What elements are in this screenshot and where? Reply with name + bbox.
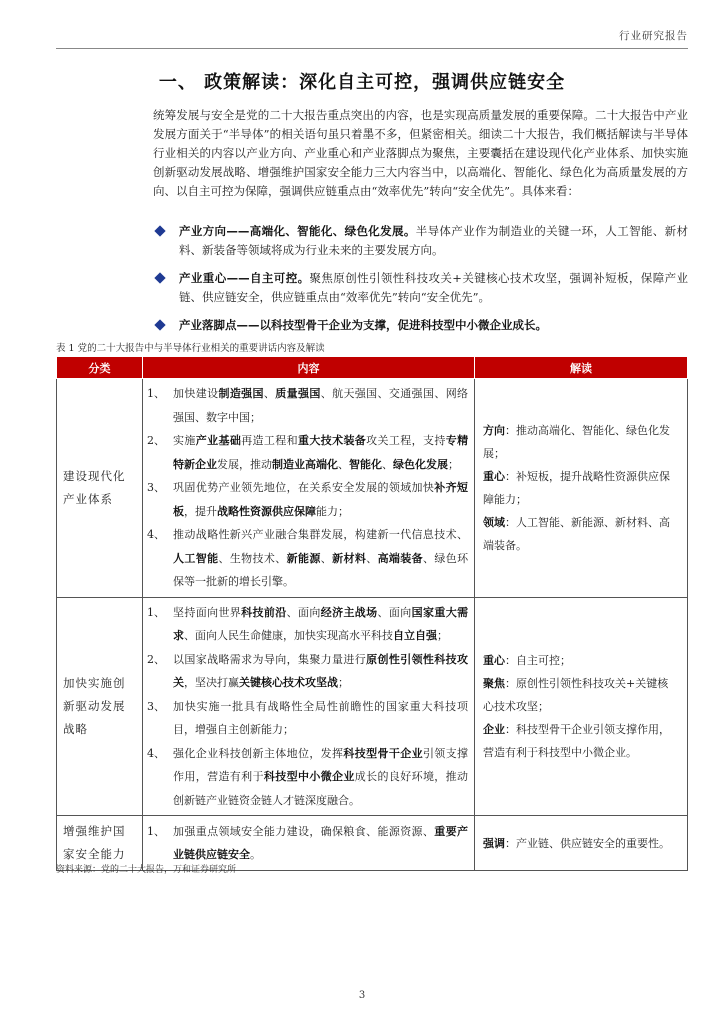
table-header-row	[57, 357, 688, 379]
row-interpretation	[475, 597, 688, 816]
content-item	[147, 695, 468, 742]
table-row	[57, 597, 688, 816]
highlight-keyword: 科技型骨干企业	[343, 746, 423, 760]
highlight-keyword: 制造业高端化	[272, 457, 338, 471]
interpretation-line	[483, 832, 679, 855]
interpretation-label: 方向	[483, 423, 505, 437]
bullet-industry-direction	[153, 222, 688, 260]
highlight-keyword: 战略性资源供应保障	[217, 504, 316, 518]
bullet-text: 半导体产业作为制造业的关键一环，人工智能、新材料、新装备等领域将成为行业未来的主要发展方向。	[179, 224, 688, 257]
interpretation-text: ：原创性引领性科技攻关+关键核心技术攻坚；	[483, 676, 669, 713]
highlight-keyword: 国家重大需求	[173, 605, 469, 642]
content-item	[147, 476, 468, 523]
item-text: 坚持面向世界科技前沿、面向经济主战场、面向国家重大需求、面向人民生命健康，加快实现高水平科技自立自强；	[173, 605, 469, 642]
bullet-lead: 产业重心——自主可控。	[179, 271, 310, 285]
content-item	[147, 601, 468, 648]
highlight-keyword: 高端装备	[377, 551, 424, 565]
interpretation-text: ：人工智能、新能源、新材料、高端装备。	[483, 515, 670, 552]
highlight-keyword: 新能源	[286, 551, 321, 565]
highlight-keyword: 科技前沿	[241, 605, 287, 619]
item-number: 1、	[147, 605, 165, 619]
item-text: 推动战略性新兴产业融合集群发展，构建新一代信息技术、人工智能、生物技术、新能源、新材料、高端装备、绿色环保等一批新的增长引擎。	[173, 528, 469, 588]
highlight-keyword: 产业基础	[195, 434, 242, 447]
row-content	[143, 597, 475, 816]
highlight-keyword: 经济主战场	[320, 605, 378, 619]
item-number: 3、	[147, 481, 165, 494]
header-category: 分类	[57, 357, 143, 379]
highlight-keyword: 智能化	[349, 457, 382, 471]
row-content	[143, 379, 475, 598]
interpretation-line	[483, 511, 679, 557]
table-row	[57, 379, 688, 598]
bullet-lead: 产业落脚点——以科技型骨干企业为支撑，促进科技型中小微企业成长。	[179, 318, 547, 332]
content-item	[147, 648, 468, 695]
item-number: 4、	[147, 528, 165, 541]
item-text: 强化企业科技创新主体地位，发挥科技型骨干企业引领支撑作用，营造有利于科技型中小微企业成长的良好环境，推动创新链产业链资金链人才链深度融合。	[173, 746, 469, 807]
item-number: 1、	[147, 824, 165, 838]
policy-table	[56, 356, 688, 871]
interpretation-text: ：推动高端化、智能化、绿色化发展；	[483, 423, 670, 460]
interpretation-line	[483, 672, 679, 718]
highlight-keyword: 质量强国	[275, 387, 321, 400]
interpretation-text: ：补短板，提升战略性资源供应保障能力；	[483, 469, 670, 506]
content-item	[147, 742, 468, 813]
bullet-lead: 产业方向——高端化、智能化、绿色化发展。	[179, 224, 416, 238]
content-item	[147, 382, 468, 429]
item-number: 1、	[147, 387, 165, 400]
interpretation-line	[483, 419, 679, 465]
highlight-keyword: 人工智能	[173, 551, 219, 565]
interpretation-text: ：产业链、供应链安全的重要性。	[505, 836, 670, 850]
highlight-keyword: 原创性引领性科技攻关	[173, 652, 469, 689]
highlight-keyword: 专精特新企业	[173, 434, 469, 471]
diamond-bullet-icon	[154, 319, 165, 330]
report-type-label: 行业研究报告	[619, 30, 688, 42]
interpretation-label: 企业	[483, 722, 505, 736]
highlight-keyword: 补齐短板	[173, 481, 469, 518]
diamond-bullet-icon	[154, 272, 165, 283]
intro-paragraph: 统筹发展与安全是党的二十大报告重点突出的内容，也是实现高质量发展的重要保障。二十大报告中产业发展方面关于“半导体”的相关语句虽只着墨不多，但紧密相关。细读二十大报告，我们概括解读与半导体行业相关的内容以产业方向、产业重心和产业落脚点为聚焦，主要囊括在建设现代化产业体系、加快实施创新驱动发展战略、增强维护国家安全能力三大内容当中，以高端化、智能化、绿色化为高质量发展的方向、以自主可控为保障，强调供应链重点由“效率优先”转向“安全优先”。具体来看：	[153, 108, 688, 198]
highlight-keyword: 关键核心技术攻坚战	[239, 676, 338, 689]
highlight-keyword: 绿色化发展	[393, 457, 448, 471]
item-number: 3、	[147, 699, 165, 713]
item-number: 4、	[147, 746, 165, 760]
table-source-note: 资料来源：党的二十大报告，万和证券研究所	[56, 865, 237, 875]
row-category: 增强维护国家安全能力	[57, 816, 143, 871]
highlight-keyword: 重要产业链供应链安全	[173, 824, 469, 861]
item-text: 加强重点领域安全能力建设，确保粮食、能源资源、重要产业链供应链安全。	[173, 824, 469, 861]
content-item	[147, 523, 468, 594]
content-item	[147, 820, 468, 867]
interpretation-label: 强调	[483, 836, 505, 850]
diamond-bullet-icon	[154, 225, 165, 236]
bullet-industry-foothold	[153, 316, 688, 335]
item-text: 巩固优势产业领先地位，在关系安全发展的领域加快补齐短板，提升战略性资源供应保障能力；	[173, 481, 469, 518]
table-caption: 表 1 党的二十大报告中与半导体行业相关的重要讲话内容及解读	[56, 343, 325, 354]
table-body	[57, 379, 688, 871]
item-text: 实施产业基础再造工程和重大技术装备攻关工程，支持专精特新企业发展，推动制造业高端化、智能化、绿色化发展；	[173, 434, 469, 471]
interpretation-label: 重心	[483, 469, 505, 483]
highlight-keyword: 科技型中小微企业	[263, 770, 355, 783]
item-number: 2、	[147, 434, 165, 447]
item-text: 以国家战略需求为导向，集聚力量进行原创性引领性科技攻关，坚决打赢关键核心技术攻坚战；	[173, 652, 469, 689]
section-title: 一、 政策解读：深化自主可控，强调供应链安全	[158, 72, 566, 93]
interpretation-label: 领域	[483, 515, 505, 529]
header-interpretation: 解读	[475, 357, 688, 379]
item-number: 2、	[147, 652, 165, 666]
row-interpretation	[475, 816, 688, 871]
row-category: 建设现代化产业体系	[57, 379, 143, 598]
highlight-keyword: 自立自强	[393, 629, 437, 642]
key-points-list	[153, 222, 688, 344]
item-text: 加快建设制造强国、质量强国、航天强国、交通强国、网络强国、数字中国；	[173, 387, 469, 424]
highlight-keyword: 新材料	[332, 551, 367, 565]
interpretation-text: ：自主可控；	[505, 653, 571, 667]
interpretation-line	[483, 465, 679, 511]
header-divider	[56, 48, 688, 49]
interpretation-label: 重心	[483, 653, 505, 667]
bullet-text: 聚焦原创性引领性科技攻关+关键核心技术攻坚，强调补短板，保障产业链、供应链安全，供应链重点由“效率优先”转向“安全优先”。	[179, 271, 689, 304]
interpretation-text: ：科技型骨干企业引领支撑作用，营造有利于科技型中小微企业。	[483, 722, 670, 759]
content-item	[147, 429, 468, 476]
interpretation-label: 聚焦	[483, 676, 505, 690]
row-interpretation	[475, 379, 688, 598]
header-content: 内容	[143, 357, 475, 379]
item-text: 加快实施一批具有战略性全局性前瞻性的国家重大科技项目，增强自主创新能力；	[173, 699, 468, 736]
interpretation-line	[483, 718, 679, 764]
bullet-industry-focus	[153, 269, 688, 307]
row-category: 加快实施创新驱动发展战略	[57, 597, 143, 816]
page-number: 3	[358, 990, 366, 1001]
highlight-keyword: 制造强国	[218, 387, 264, 400]
highlight-keyword: 重大技术装备	[298, 434, 367, 447]
interpretation-line	[483, 649, 679, 672]
